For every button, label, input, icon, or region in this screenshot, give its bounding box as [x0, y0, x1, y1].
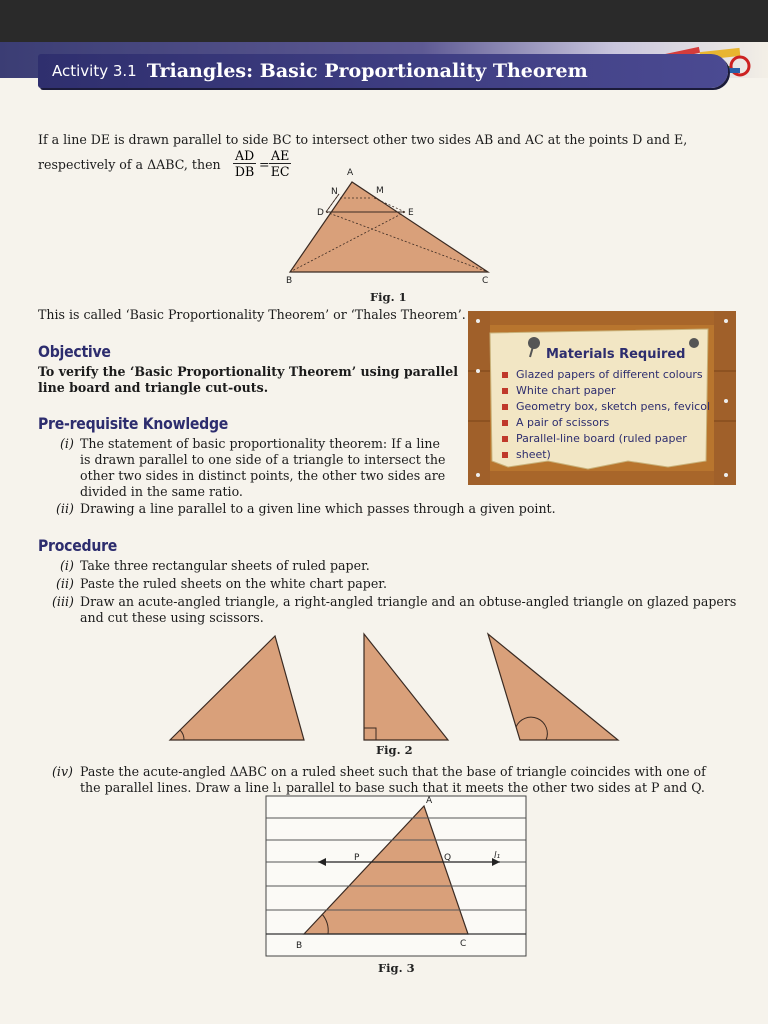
- step1-marker: (i): [60, 558, 74, 573]
- step1-text: Take three rectangular sheets of ruled paper.: [80, 558, 370, 573]
- fraction-denominator-ec: EC: [270, 164, 290, 179]
- prereq-item2-marker: (ii): [56, 501, 74, 516]
- fig3-label-l1: l₁: [494, 851, 501, 861]
- prereq-item1-line2: is drawn parallel to one side of a triangle to intersect the: [80, 452, 446, 467]
- step4-line2: the parallel lines. Draw a line l₁ parallel to base such that it meets the other two sides at P and Q.: [80, 780, 705, 795]
- prereq-item1-line3: other two sides in distinct points, the other two sides are: [80, 468, 446, 483]
- prereq-item1-marker: (i): [60, 436, 74, 451]
- objective-line-1: To verify the ‘Basic Proportionality Theorem’ using parallel: [38, 364, 459, 379]
- prereq-item1-line4: divided in the same ratio.: [80, 484, 243, 499]
- fraction-numerator-ad: AD: [235, 148, 255, 163]
- materials-item: A pair of scissors: [502, 415, 710, 431]
- objective-heading: Objective: [38, 342, 111, 361]
- fraction-denominator-db: DB: [234, 164, 255, 179]
- fig3-label-a: A: [426, 796, 433, 806]
- step2-text: Paste the ruled sheets on the white chart paper.: [80, 576, 387, 591]
- intro-line-2: respectively of a ΔABC, then: [38, 157, 221, 172]
- procedure-heading: Procedure: [38, 536, 118, 555]
- theorem-name-line: This is called ‘Basic Proportionality Theorem’ or ‘Thales Theorem’.: [38, 307, 466, 322]
- objective-line-2: line board and triangle cut-outs.: [38, 380, 269, 395]
- activity-label: Activity 3.1: [52, 62, 137, 80]
- fig1-label-d: D: [317, 208, 324, 218]
- fig3-label-b: B: [296, 941, 303, 951]
- prereq-heading: Pre-requisite Knowledge: [38, 414, 229, 433]
- equals-sign: =: [259, 157, 270, 172]
- prereq-item2: Drawing a line parallel to a given line which passes through a given point.: [80, 501, 556, 516]
- step2-marker: (ii): [56, 576, 74, 591]
- materials-item-continued: sheet): [502, 447, 710, 463]
- materials-item: White chart paper: [502, 383, 710, 399]
- step3-line2: and cut these using scissors.: [80, 610, 264, 625]
- fig1-caption: Fig. 1: [370, 290, 407, 304]
- step3-marker: (iii): [52, 594, 74, 609]
- fig1-label-b: B: [286, 276, 293, 286]
- intro-line-1: If a line DE is drawn parallel to side BC to intersect other two sides AB and AC at the points D and E,: [38, 132, 688, 147]
- fig1-label-a: A: [347, 168, 354, 178]
- fig3-label-c: C: [460, 939, 467, 949]
- materials-item: Glazed papers of different colours: [502, 367, 710, 383]
- fig3-label-p: P: [354, 853, 360, 863]
- fig3-label-q: Q: [444, 853, 452, 863]
- activity-title: Triangles: Basic Proportionality Theorem: [146, 60, 588, 82]
- fig1-label-m: M: [376, 186, 384, 196]
- materials-item: Parallel-line board (ruled paper: [502, 431, 710, 447]
- materials-title: Materials Required: [546, 347, 686, 362]
- fig1-label-n: N: [331, 187, 338, 197]
- step4-marker: (iv): [52, 764, 73, 779]
- fraction-numerator-ae: AE: [271, 148, 290, 163]
- materials-item: Geometry box, sketch pens, fevicol: [502, 399, 710, 415]
- step3-line1: Draw an acute-angled triangle, a right-angled triangle and an obtuse-angled triangle on glazed papers: [80, 594, 737, 609]
- fig1-label-e: E: [408, 208, 414, 218]
- fig1-label-c: C: [482, 276, 489, 286]
- fig2-caption: Fig. 2: [376, 743, 413, 757]
- prereq-item1-line1: The statement of basic proportionality theorem: If a line: [80, 436, 440, 451]
- step4-line1: Paste the acute-angled ΔABC on a ruled sheet such that the base of triangle coincides with one of: [80, 764, 706, 779]
- fig3-caption: Fig. 3: [378, 961, 415, 975]
